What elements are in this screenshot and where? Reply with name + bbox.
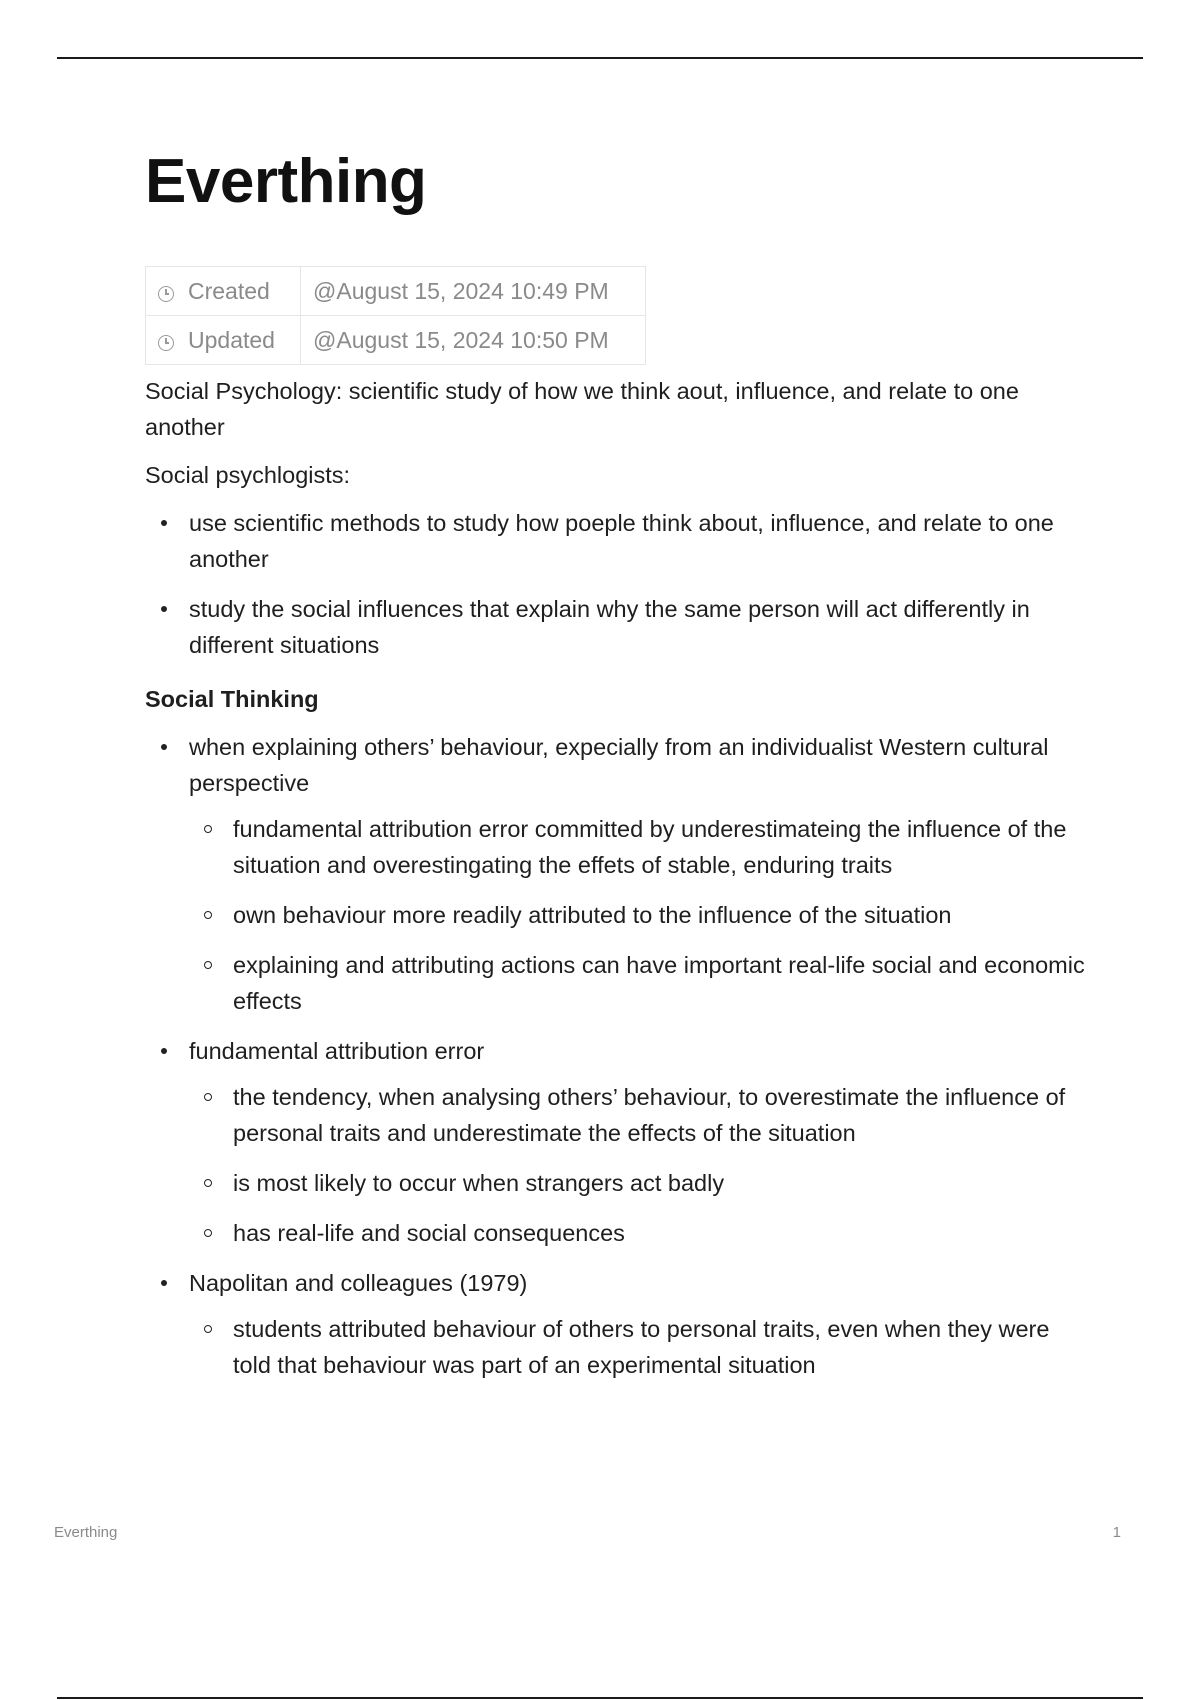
- sub-list-item-text: fundamental attribution error committed by underestimateing the influence of the situation and overestingating the effets of stable, enduring traits: [233, 816, 1067, 878]
- list-item-text: use scientific methods to study how poeple think about, influence, and relate to one another: [189, 510, 1054, 572]
- circle-bullet-icon: [204, 1325, 212, 1333]
- property-value-created[interactable]: @August 15, 2024 10:49 PM: [301, 267, 646, 316]
- circle-bullet-icon: [204, 1229, 212, 1237]
- property-key-cell: [146, 316, 301, 365]
- sub-list-item-text: is most likely to occur when strangers act badly: [233, 1170, 725, 1196]
- intro-paragraph: Social Psychology: scientific study of how we think aout, influence, and relate to one another: [145, 378, 1019, 440]
- list-item: [145, 1033, 1085, 1251]
- clock-icon: [158, 335, 174, 351]
- bullet-icon: [161, 520, 167, 526]
- sub-list-item-text: the tendency, when analysing others’ behaviour, to overestimate the influence of personal traits and underestimate the effects of the situation: [233, 1084, 1066, 1146]
- sub-list: [189, 811, 1085, 1019]
- page-title: Everthing: [145, 147, 427, 216]
- clock-icon: [158, 286, 174, 302]
- list-item-text: when explaining others’ behaviour, expecially from an individualist Western cultural perspective: [189, 734, 1049, 796]
- footer-doc-name: Everthing: [54, 1524, 118, 1541]
- circle-bullet-icon: [204, 1179, 212, 1187]
- list-item-text: study the social influences that explain why the same person will act differently in different situations: [189, 596, 1030, 658]
- property-key-created: Created: [188, 277, 270, 304]
- bullet-icon: [161, 606, 167, 612]
- circle-bullet-icon: [204, 961, 212, 969]
- property-key-updated: Updated: [188, 326, 275, 353]
- top-rule: [57, 57, 1143, 59]
- properties-table: [145, 266, 646, 365]
- sub-list-item-text: own behaviour more readily attributed to the influence of the situation: [233, 902, 952, 928]
- social-thinking-list: [145, 729, 1085, 1383]
- list-item: [145, 591, 1085, 663]
- bullet-icon: [161, 744, 167, 750]
- circle-bullet-icon: [204, 911, 212, 919]
- psychologists-label: Social psychlogists:: [145, 462, 351, 488]
- sub-list-item: [189, 1311, 1085, 1383]
- sub-list-item-text: students attributed behaviour of others to personal traits, even when they were told that behaviour was part of an experimental situation: [233, 1316, 1050, 1378]
- bottom-rule: [57, 1697, 1143, 1699]
- property-row-updated: [146, 316, 646, 365]
- list-item-text: fundamental attribution error: [189, 1038, 485, 1064]
- sub-list-item: [189, 1079, 1085, 1151]
- section-heading: Social Thinking: [145, 686, 319, 712]
- sub-list: [189, 1079, 1085, 1251]
- circle-bullet-icon: [204, 825, 212, 833]
- sub-list-item-text: has real-life and social consequences: [233, 1220, 625, 1246]
- property-value-updated[interactable]: @August 15, 2024 10:50 PM: [301, 316, 646, 365]
- sub-list-item-text: explaining and attributing actions can have important real-life social and economic effects: [233, 952, 1085, 1014]
- property-row-created: [146, 267, 646, 316]
- sub-list-item: [189, 1215, 1085, 1251]
- list-item: [145, 505, 1085, 577]
- sub-list: [189, 1311, 1085, 1383]
- bullet-icon: [161, 1280, 167, 1286]
- list-item: [145, 1265, 1085, 1383]
- list-item-text: Napolitan and colleagues (1979): [189, 1270, 528, 1296]
- psychologists-list: [145, 505, 1085, 663]
- page-content: [145, 140, 1085, 1397]
- circle-bullet-icon: [204, 1093, 212, 1101]
- sub-list-item: [189, 947, 1085, 1019]
- sub-list-item: [189, 811, 1085, 883]
- property-key-cell: [146, 267, 301, 316]
- list-item: [145, 729, 1085, 1019]
- bullet-icon: [161, 1048, 167, 1054]
- sub-list-item: [189, 1165, 1085, 1201]
- sub-list-item: [189, 897, 1085, 933]
- footer-page-number: 1: [1112, 1524, 1121, 1541]
